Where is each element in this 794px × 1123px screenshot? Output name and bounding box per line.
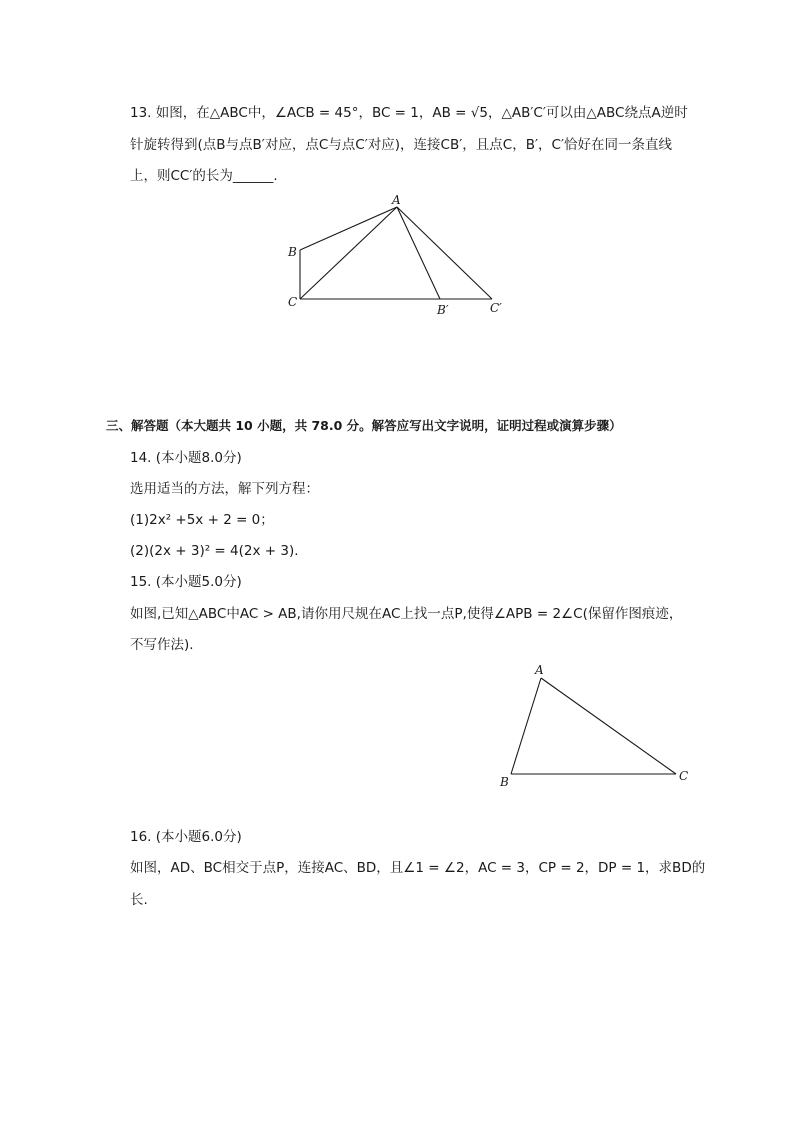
label-A: A [535,663,544,677]
q16-line1: 如图，AD、BC相交于点P，连接AC、BD，且∠1 = ∠2，AC = 3，CP = 2，DP = 1，求BD的 [130,860,706,876]
label-B: B [288,245,297,259]
q16-header: 16. (本小题6.0分) [130,829,242,845]
segment-AC [541,678,676,774]
q14-eq1: (1)2x² +5x + 2 = 0； [130,512,274,528]
q13-line3: 上，则CC′的长为______. [130,168,278,184]
segment-ACprime [397,207,492,299]
section3-title: 三、解答题（本大题共 10 小题，共 78.0 分。解答应写出文字说明，证明过程或演算步骤） [106,418,622,433]
q16-line2: 长. [130,892,148,908]
label-Cprime: C′ [490,301,502,315]
q15-figure [0,650,794,800]
segment-CA [300,207,397,299]
q14-header: 14. (本小题8.0分) [130,450,242,466]
segment-BA [300,207,397,250]
q15-header: 15. (本小题5.0分) [130,574,242,590]
q13-line2: 针旋转得到(点B与点B′对应，点C与点C′对应)，连接CB′，且点C，B′，C′恰好在同一条直线 [130,137,673,153]
segment-AB [511,678,541,774]
label-B: B [500,775,509,789]
q14-eq2: (2)(2x + 3)² = 4(2x + 3). [130,543,299,559]
q15-line1: 如图,已知△ABC中AC > AB,请你用尺规在AC上找一点P,使得∠APB = 2∠C(保留作图痕迹， [130,606,683,622]
segment-ABprime [397,207,440,299]
label-C: C [679,769,689,783]
label-Bprime: B′ [437,303,449,317]
q13-figure [0,0,794,330]
label-A: A [392,193,401,207]
q13-line1: 13. 如图，在△ABC中，∠ACB = 45°，BC = 1，AB = √5，△AB′C′可以由△ABC绕点A逆时 [130,105,688,121]
label-C: C [288,295,298,309]
q14-prompt: 选用适当的方法，解下列方程： [130,481,319,497]
q15-line2: 不写作法). [130,637,194,653]
